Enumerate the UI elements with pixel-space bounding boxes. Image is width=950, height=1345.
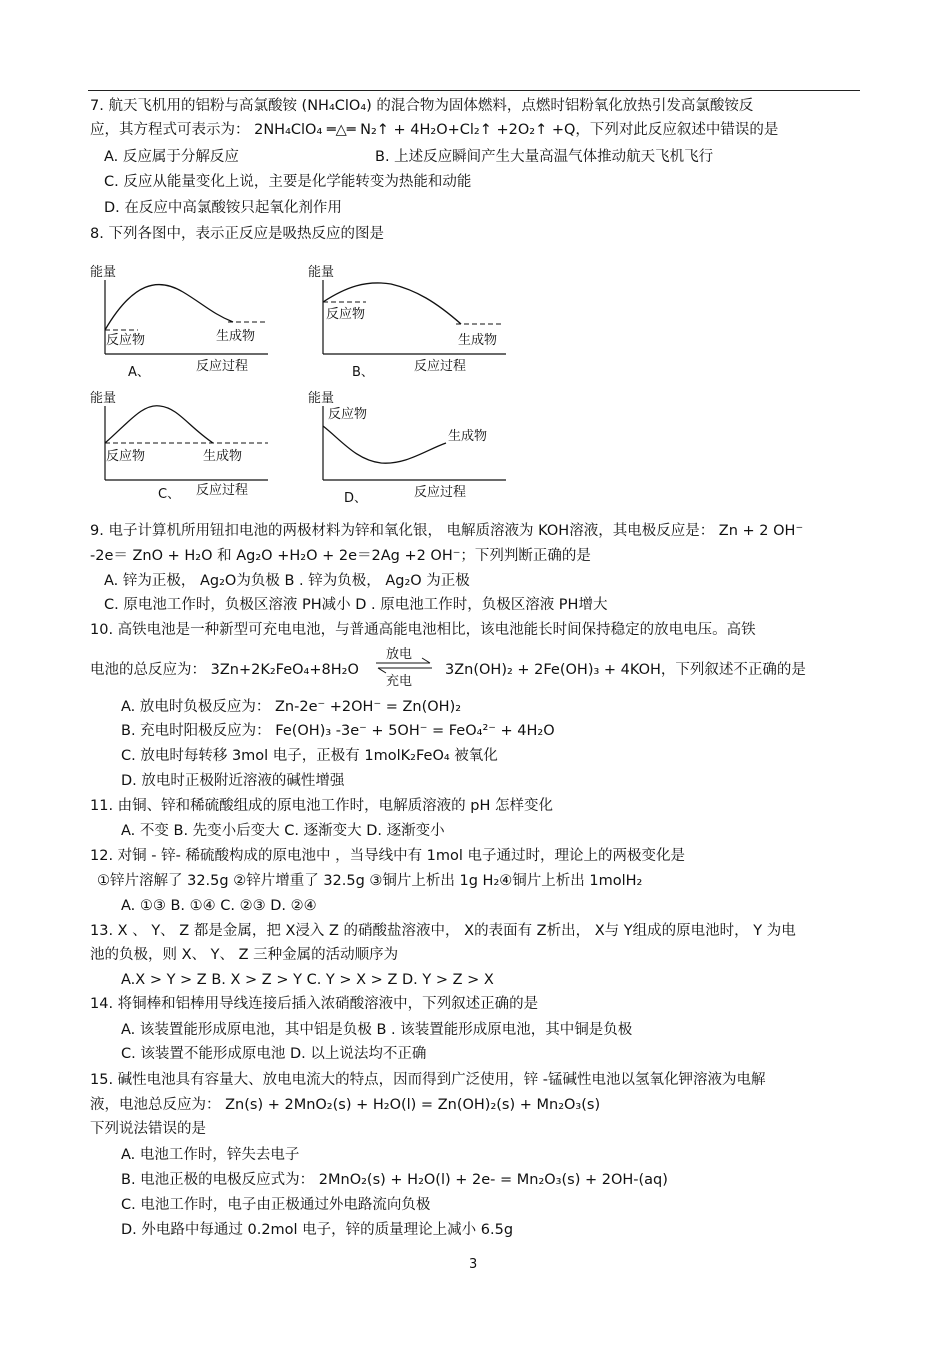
q9-line1: 9. 电子计算机所用钮扣电池的两极材料为锌和氧化银， 电解质溶液为 KOH溶液，其电极反应是： Zn + 2 OH⁻	[90, 523, 804, 539]
q7-line1: 7. 航天飞机用的铝粉与高氯酸铵 (NH₄ClO₄) 的混合物为固体燃料，点燃时铝粉氧化放热引发高氯酸铵反	[90, 98, 754, 114]
q10-line2a: 电池的总反应为： 3Zn+2K₂FeO₄+8H₂O	[90, 662, 359, 678]
q15-option-b: B. 电池正极的电极反应式为： 2MnO₂(s) + H₂O(l) + 2e- = Mn₂O₃(s) + 2OH-(aq)	[121, 1172, 668, 1188]
q14-options-ab: A. 该装置能形成原电池，其中铝是负极 B . 该装置能形成原电池，其中铜是负极	[121, 1022, 633, 1038]
q9-line2: -2e＝ ZnO + H₂O 和 Ag₂O +H₂O + 2e＝2Ag +2 OH⁻；下列判断正确的是	[90, 548, 591, 564]
graph-c-label: C、	[158, 487, 181, 502]
graph-d-reactant: 反应物	[328, 407, 368, 422]
energy-graph-d	[306, 388, 516, 506]
reversible-arrow	[372, 644, 438, 688]
q15-line1: 15. 碱性电池具有容量大、放电电流大的特点，因而得到广泛使用，锌 -锰碱性电池以氢氧化钾溶液为电解	[90, 1072, 766, 1088]
graph-c-ylabel: 能量	[90, 391, 117, 406]
q10-option-d: D. 放电时正极附近溶液的碱性增强	[121, 773, 345, 789]
q15-option-d: D. 外电路中每通过 0.2mol 电子，锌的质量理论上减小 6.5g	[121, 1222, 514, 1238]
graph-a-reactant: 反应物	[106, 333, 146, 348]
graph-d-product: 生成物	[448, 429, 488, 444]
q7-option-b: B. 上述反应瞬间产生大量高温气体推动航天飞机飞行	[375, 149, 714, 165]
graph-d-xlabel: 反应过程	[414, 485, 467, 500]
q13-line2: 池的负极，则 X、 Y、 Z 三种金属的活动顺序为	[90, 947, 399, 963]
q9-options-ab: A. 锌为正极， Ag₂O为负极 B . 锌为负极， Ag₂O 为正极	[104, 573, 470, 589]
energy-graph-b	[306, 262, 516, 382]
arrow-discharge-label: 放电	[386, 647, 413, 662]
q10-line2b: 3Zn(OH)₂ + 2Fe(OH)₃ + 4KOH，下列叙述不正确的是	[445, 662, 806, 678]
q10-option-a: A. 放电时负极反应为： Zn-2e⁻ +2OH⁻ = Zn(OH)₂	[121, 699, 462, 715]
q15-option-c: C. 电池工作时，电子由正极通过外电路流向负极	[121, 1197, 431, 1213]
arrow-charge-label: 充电	[386, 674, 413, 688]
q14-options-cd: C. 该装置不能形成原电池 D. 以上说法均不正确	[121, 1046, 427, 1062]
energy-graph-a	[88, 262, 278, 382]
graph-b-ylabel: 能量	[308, 265, 335, 280]
graph-a-xlabel: 反应过程	[196, 359, 249, 374]
graph-a-label: A、	[128, 365, 150, 380]
q10-option-b: B. 充电时阳极反应为： Fe(OH)₃ -3e⁻ + 5OH⁻ = FeO₄²⁻ + 4H₂O	[121, 723, 555, 739]
q12-options: A. ①③ B. ①④ C. ②③ D. ②④	[121, 898, 317, 914]
graph-c-product: 生成物	[203, 449, 243, 464]
page-number: 3	[469, 1257, 478, 1272]
q15-line2: 液，电池总反应为： Zn(s) + 2MnO₂(s) + H₂O(l) = Zn(OH)₂(s) + Mn₂O₃(s)	[90, 1097, 601, 1113]
q14-stem: 14. 将铜棒和铝棒用导线连接后插入浓硝酸溶液中，下列叙述正确的是	[90, 996, 539, 1012]
graph-b-product: 生成物	[458, 333, 498, 348]
q7-option-a: A. 反应属于分解反应	[104, 149, 239, 165]
q13-line1: 13. X 、 Y、 Z 都是金属，把 X浸入 Z 的硝酸盐溶液中， X的表面有 Z析出， X与 Y组成的原电池时， Y 为电	[90, 923, 796, 939]
q15-line3: 下列说法错误的是	[90, 1121, 206, 1137]
q7-line2: 应，其方程式可表示为： 2NH₄ClO₄ ═△═ N₂↑ + 4H₂O+Cl₂↑ +2O₂↑ +Q，下列对此反应叙述中错误的是	[90, 122, 779, 138]
graph-a-product: 生成物	[216, 329, 256, 344]
graph-c-reactant: 反应物	[106, 449, 146, 464]
graph-b-xlabel: 反应过程	[414, 359, 467, 374]
q11-stem: 11. 由铜、锌和稀硫酸组成的原电池工作时，电解质溶液的 pH 怎样变化	[90, 798, 553, 814]
graph-d-label: D、	[344, 491, 368, 506]
q7-option-c: C. 反应从能量变化上说，主要是化学能转变为热能和动能	[104, 174, 472, 190]
q12-stem: 12. 对铜 - 锌- 稀硫酸构成的原电池中 ，当导线中有 1mol 电子通过时，理论上的两极变化是	[90, 848, 686, 864]
q10-option-c: C. 放电时每转移 3mol 电子，正极有 1molK₂FeO₄ 被氧化	[121, 748, 498, 764]
q15-option-a: A. 电池工作时，锌失去电子	[121, 1147, 300, 1163]
q7-option-d: D. 在反应中高氯酸铵只起氧化剂作用	[104, 200, 342, 216]
energy-graph-c	[88, 388, 278, 506]
graph-a-ylabel: 能量	[90, 265, 117, 280]
q13-options: A.X > Y > Z B. X > Z > Y C. Y > X > Z D. Y > Z > X	[121, 972, 494, 988]
graph-d-ylabel: 能量	[308, 391, 335, 406]
q12-items: ①锌片溶解了 32.5g ②锌片增重了 32.5g ③铜片上析出 1g H₂④铜片上析出 1molH₂	[97, 873, 643, 889]
q10-line1: 10. 高铁电池是一种新型可充电电池，与普通高能电池相比，该电池能长时间保持稳定的放电电压。高铁	[90, 622, 756, 638]
header-rule	[88, 90, 860, 91]
graph-b-reactant: 反应物	[326, 307, 366, 322]
q11-options: A. 不变 B. 先变小后变大 C. 逐渐变大 D. 逐渐变小	[121, 823, 445, 839]
graph-b-label: B、	[352, 365, 374, 380]
q9-options-cd: C. 原电池工作时，负极区溶液 PH减小 D . 原电池工作时，负极区溶液 PH增大	[104, 597, 608, 613]
graph-c-xlabel: 反应过程	[196, 483, 249, 498]
q8-stem: 8. 下列各图中，表示正反应是吸热反应的图是	[90, 226, 384, 242]
